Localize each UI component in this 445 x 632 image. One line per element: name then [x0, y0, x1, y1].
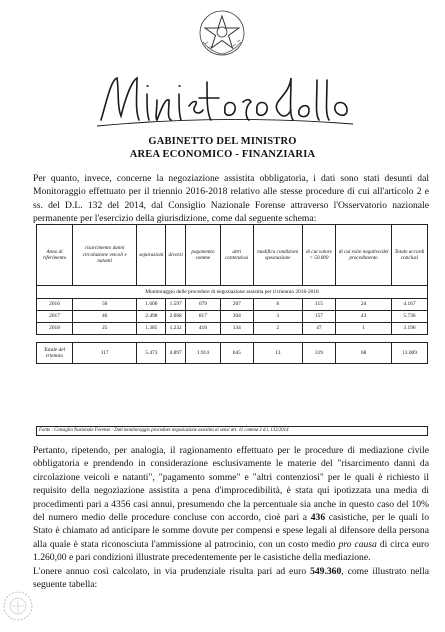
table-cell: 13.069 [391, 343, 427, 364]
table-caption: Monitoraggio delle procedure di negoziazione assistita per il triennio 2016-2018 [37, 286, 428, 299]
column-header: Anno di riferimento [37, 225, 73, 286]
column-header: di cui esito negativo/del procedimento [336, 225, 392, 286]
closing-text: L'onere annuo così calcolato, in via prudenziale risulta pari ad euro [33, 565, 311, 577]
table-cell: 25 [73, 323, 137, 335]
monitoring-table-wrapper [36, 224, 428, 364]
table-cell: 817 [185, 311, 220, 323]
table-cell: 5.473 [137, 343, 166, 364]
table-cell: 4.167 [391, 299, 427, 311]
table-cell: 1.385 [137, 323, 166, 335]
table-cell: 2.498 [137, 311, 166, 323]
intro-paragraph: Per quanto, invece, concerne la negoziazione assistita obbligatoria, i dati sono stati desunti dal Monitoraggio effettuato per il triennio 2016-2018 relativo alle stesse procedure di cui all'articolo 2 e ss. del D.L. 132 del 2014, dal Consiglio Nazionale Forense attraverso l'Osservatorio nazionale permanente per l'esercizio della giurisdizione, come dal seguente schema: [33, 173, 429, 225]
office-heading: GABINETTO DEL MINISTRO [148, 136, 297, 147]
table-cell: 157 [302, 311, 335, 323]
table-cell: 1.597 [166, 299, 185, 311]
monitoring-table [36, 224, 428, 364]
table-row [37, 323, 428, 335]
stamp-icon [2, 588, 34, 624]
table-cell: Totale del triennio [37, 343, 73, 364]
column-header: modifica condizioni sposnazione [253, 225, 302, 286]
table-cell: 1.232 [166, 323, 185, 335]
table-total-row [37, 343, 428, 364]
table-cell: 1 [336, 323, 392, 335]
table-cell: 43 [336, 311, 392, 323]
closing-paragraph [33, 444, 429, 591]
column-header: pagamento somme [185, 225, 220, 286]
table-cell: 679 [185, 299, 220, 311]
table-cell: 68 [336, 343, 392, 364]
column-header: risarcimento danni circolazione veicoli e natanti [73, 225, 137, 286]
republic-emblem-icon [197, 8, 247, 58]
table-cell: 2 [253, 323, 302, 335]
cases-count: 436 [310, 512, 326, 524]
pro-causa-term: pro causa [338, 538, 377, 550]
table-cell: 46 [73, 311, 137, 323]
closing-text: , come illustrato nella seguente tabella: [33, 565, 430, 591]
closing-text: Pertanto, ripetendo, per analogia, il ragionamento effettuato per le procedure di mediazione civile obbligatoria e prendendo in considerazione esclusivamente le materie del "risarcimento danni da circolazione veicoli e natanti", "pagamento somme" e "altri contenziosi" per le quali è richiesto il requisito della negoziazione assistita a pena d'improcedibilità, è stata qui ipotizzata una media di procedimenti pari a 4356 casi annui, presumendo che la percentuale sia anche in questo caso del 10% del numero medio delle procedure concluse con accordo, cioè pari a [33, 445, 429, 524]
ministry-logo [95, 70, 355, 132]
table-cell: 2017 [37, 311, 73, 323]
area-heading: AREA ECONOMICO - FINANZIARIA [129, 149, 316, 160]
table-cell: 2.068 [166, 311, 185, 323]
table-cell: 418 [185, 323, 220, 335]
closing-text: casistiche, per le quali lo Stato è chiamato ad anticipare le somme dovute per compensi e spese legali al difensore della persona alla quale è stata riconosciuta l'ammissione al patrocinio, con un costo medio [33, 512, 429, 550]
table-cell: 47 [302, 323, 335, 335]
table-cell: 117 [73, 343, 137, 364]
table-cell: 645 [220, 343, 253, 364]
table-source-note: Fonte : Consiglio Nazionale Forense - Dati monitoraggio procedure negoziazione assistita ai sensi art. 11 comma 2 d.l. 132/2014 [36, 426, 428, 436]
table-cell: 13 [253, 343, 302, 364]
table-cell: 5.736 [391, 311, 427, 323]
table-cell: 1.600 [137, 299, 166, 311]
table-cell: 8 [253, 299, 302, 311]
column-header: divorzi [166, 225, 185, 286]
column-header: separazioni [137, 225, 166, 286]
table-cell: 3.196 [391, 323, 427, 335]
table-spacer-row [37, 335, 428, 343]
annual-cost-amount: 549.360 [310, 565, 342, 577]
table-row [37, 299, 428, 311]
table-header-row [37, 225, 428, 286]
table-cell: 3 [253, 311, 302, 323]
column-header: di cui valore > 50.000 [302, 225, 335, 286]
table-cell: 304 [220, 311, 253, 323]
table-cell: 207 [220, 299, 253, 311]
table-cell: 56 [73, 299, 137, 311]
table-cell: 2016 [37, 299, 73, 311]
table-cell: 115 [302, 299, 335, 311]
table-cell: 319 [302, 343, 335, 364]
table-cell: 1.914 [185, 343, 220, 364]
column-header: altri contenziosi [220, 225, 253, 286]
table-cell: 134 [220, 323, 253, 335]
table-cell: 24 [336, 299, 392, 311]
table-spacer-cell [37, 335, 428, 343]
table-cell: 4.897 [166, 343, 185, 364]
table-cell: 2018 [37, 323, 73, 335]
column-header: Totale accordi conclusi [391, 225, 427, 286]
closing-text: di circa euro 1.260,00 e pari condizioni illustrate precedentemente per le casistiche della mediazione. [33, 538, 429, 564]
table-row [37, 311, 428, 323]
